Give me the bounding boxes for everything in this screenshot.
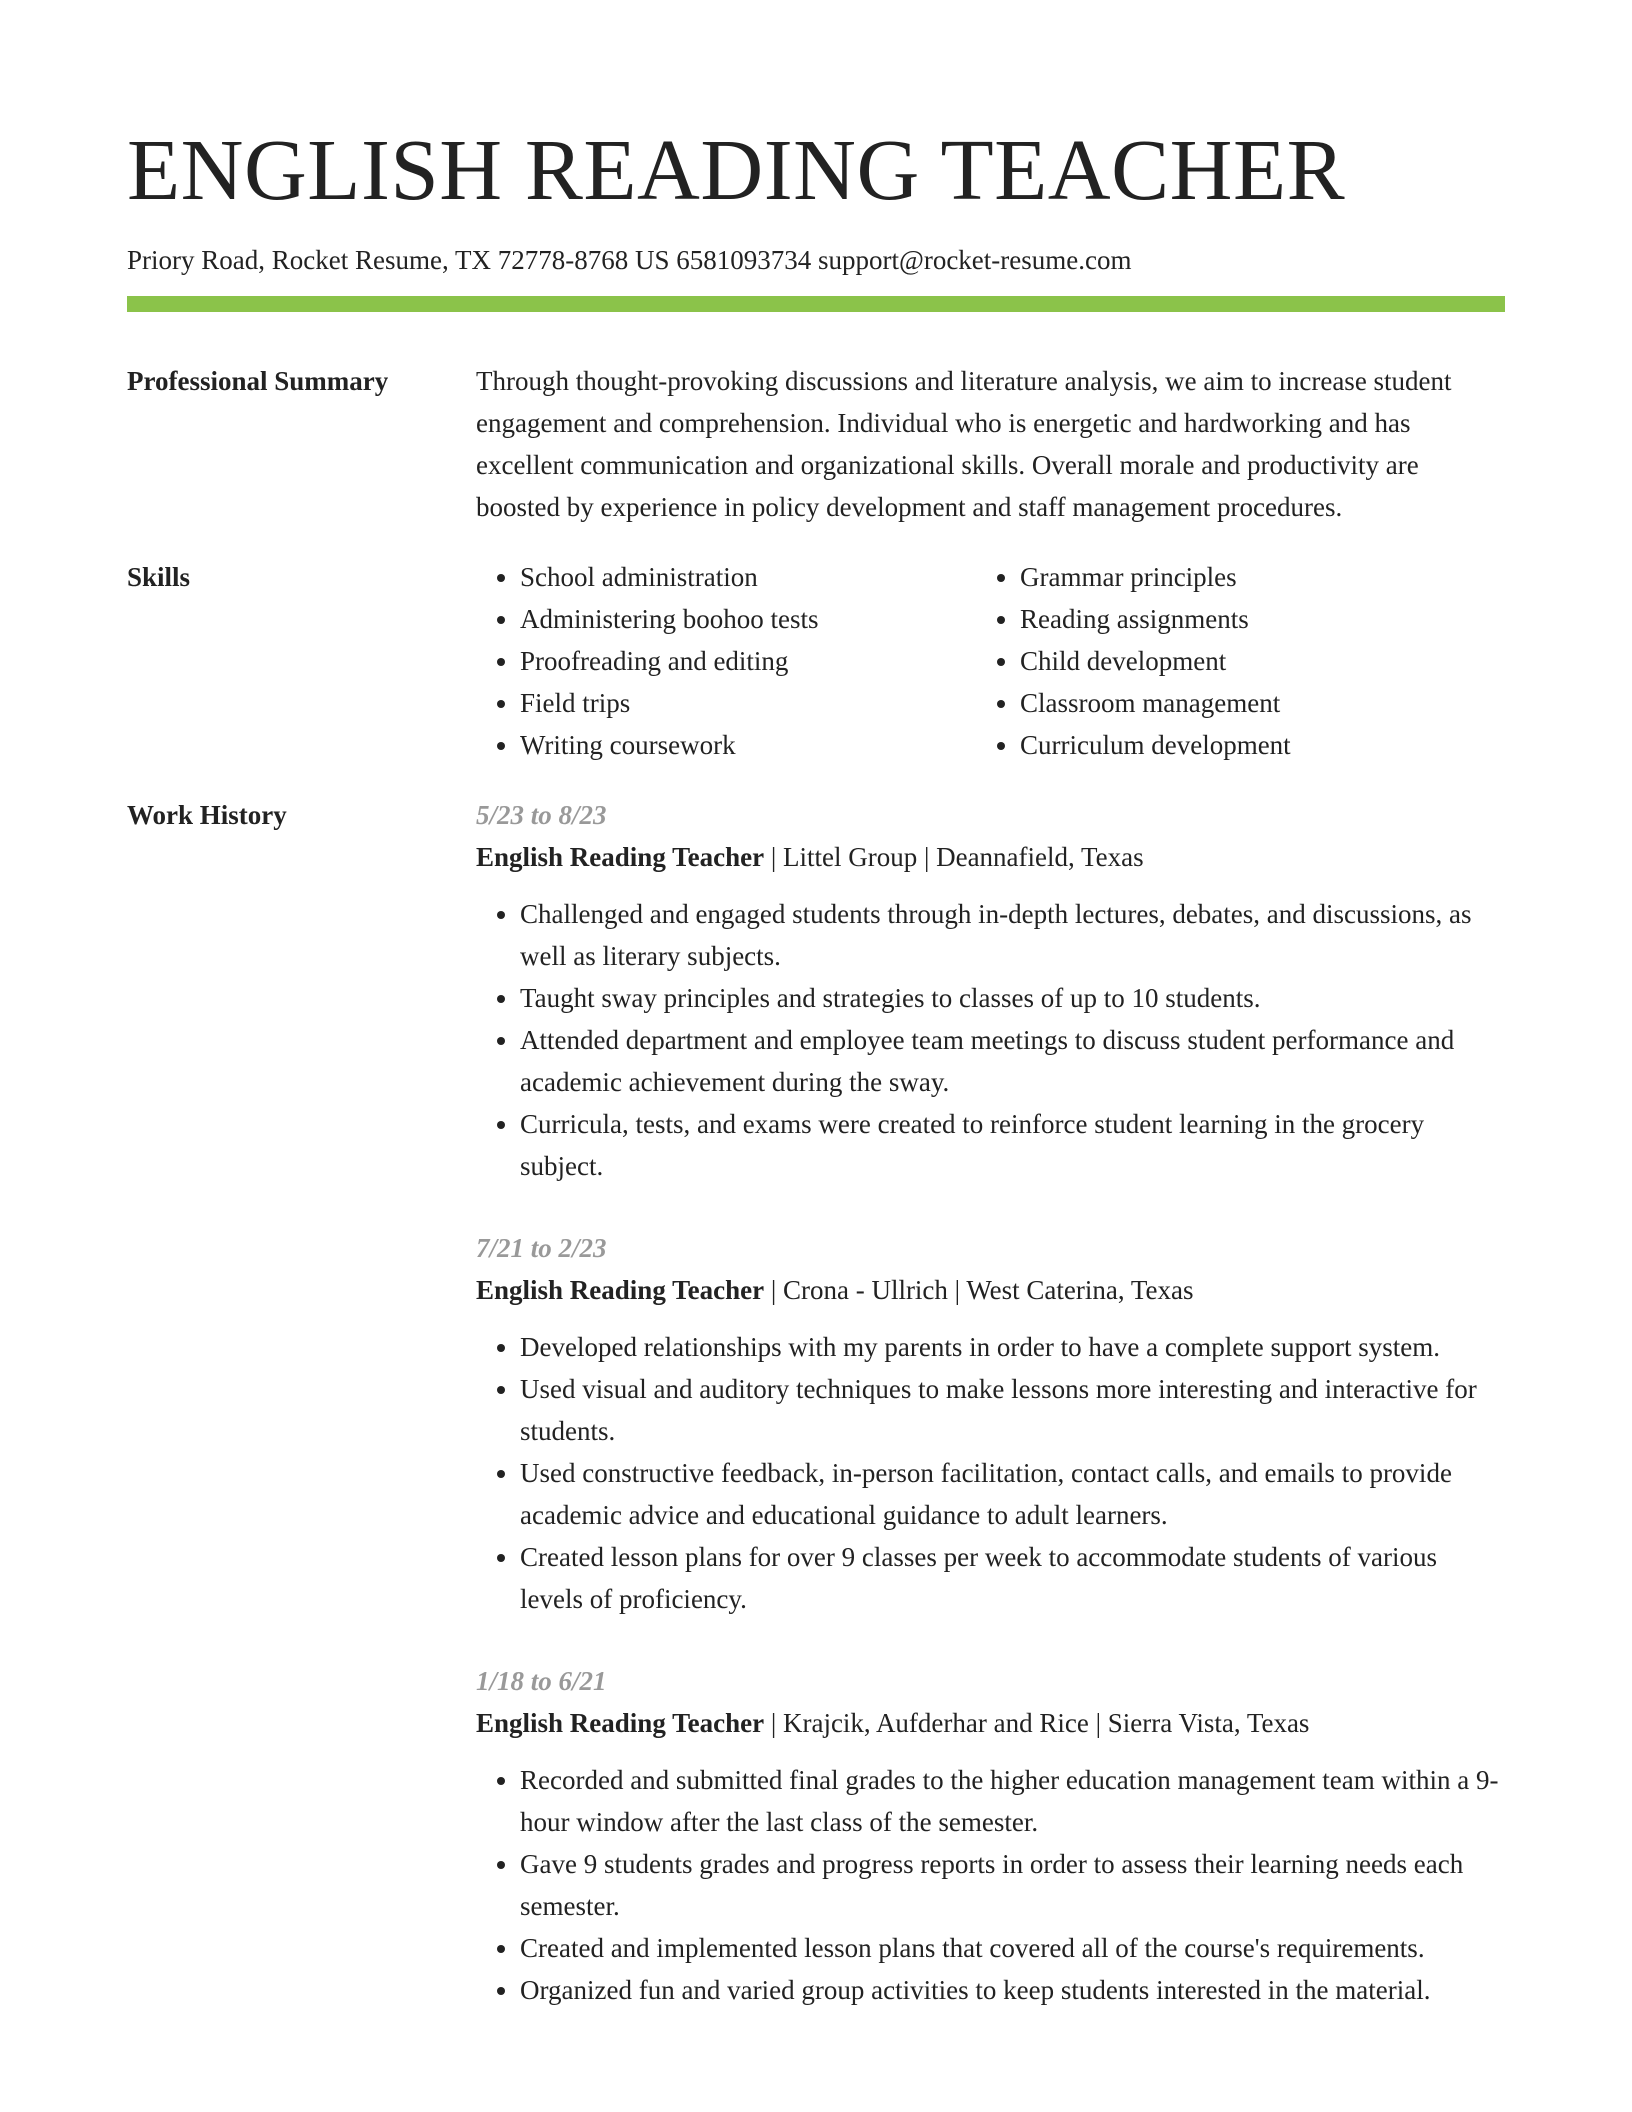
job-heading bbox=[476, 836, 1505, 878]
contact-line: Priory Road, Rocket Resume, TX 72778-8768 US 6581093734 support@rocket-resume.com bbox=[127, 245, 1132, 275]
skills-section bbox=[127, 556, 1505, 766]
accent-rule bbox=[127, 296, 1505, 312]
job-bullet: • Gave 9 students grades and progress reports in order to assess their learning needs each semester. bbox=[520, 1843, 1505, 1927]
skill-item: • Curriculum development bbox=[1020, 724, 1291, 766]
work-history-section bbox=[127, 794, 1505, 2011]
summary-section bbox=[127, 360, 1505, 528]
job-bullet: • Created and implemented lesson plans that covered all of the course's requirements. bbox=[520, 1927, 1505, 1969]
job-dates: 1/18 to 6/21 bbox=[476, 1666, 607, 1696]
job-details: | Littel Group | Deannafield, Texas bbox=[764, 842, 1144, 872]
skills-list-left bbox=[476, 556, 976, 766]
skill-item: • Grammar principles bbox=[1020, 556, 1291, 598]
job-bullet: • Used constructive feedback, in-person facilitation, contact calls, and emails to provide academic advice and educational guidance to adult learners. bbox=[520, 1452, 1505, 1536]
section-title-work-history: Work History bbox=[127, 800, 287, 830]
job-bullet: • Challenged and engaged students through in-depth lectures, debates, and discussions, as well as literary subjects. bbox=[520, 893, 1505, 977]
job-details: | Crona - Ullrich | West Caterina, Texas bbox=[764, 1275, 1194, 1305]
job-dates: 7/21 to 2/23 bbox=[476, 1233, 607, 1263]
skill-item: • Child development bbox=[1020, 640, 1291, 682]
job-bullet: • Developed relationships with my parents in order to have a complete support system. bbox=[520, 1326, 1505, 1368]
job-dates: 5/23 to 8/23 bbox=[476, 800, 607, 830]
job-bullets bbox=[476, 1326, 1505, 1620]
job-bullet: • Attended department and employee team meetings to discuss student performance and academic achievement during the sway. bbox=[520, 1019, 1505, 1103]
job-bullet: • Curricula, tests, and exams were created to reinforce student learning in the grocery subject. bbox=[520, 1103, 1505, 1187]
job-entry bbox=[476, 1660, 1505, 2011]
section-title-skills: Skills bbox=[127, 562, 191, 592]
skill-item: • Proofreading and editing bbox=[520, 640, 976, 682]
job-heading bbox=[476, 1702, 1505, 1744]
section-title-summary: Professional Summary bbox=[127, 366, 389, 396]
job-entry bbox=[476, 794, 1505, 1187]
skill-item: • School administration bbox=[520, 556, 976, 598]
summary-text: Through thought-provoking discussions and literature analysis, we aim to increase student engagement and comprehension. Individual who is energetic and hardworking and has excellent communication and organizational skills. Overall morale and productivity are boosted by experience in policy development and staff management procedures. bbox=[476, 366, 1452, 522]
job-details: | Krajcik, Aufderhar and Rice | Sierra Vista, Texas bbox=[764, 1708, 1310, 1738]
job-bullet: • Taught sway principles and strategies to classes of up to 10 students. bbox=[520, 977, 1505, 1019]
job-bullets bbox=[476, 893, 1505, 1187]
job-bullet: • Created lesson plans for over 9 classes per week to accommodate students of various levels of proficiency. bbox=[520, 1536, 1505, 1620]
job-bullet: • Used visual and auditory techniques to make lessons more interesting and interactive for students. bbox=[520, 1368, 1505, 1452]
job-title: English Reading Teacher bbox=[476, 1708, 765, 1738]
skill-item: • Field trips bbox=[520, 682, 976, 724]
job-title: English Reading Teacher bbox=[476, 842, 765, 872]
skill-item: • Reading assignments bbox=[1020, 598, 1291, 640]
resume-name: ENGLISH READING TEACHER bbox=[127, 121, 1346, 218]
skill-item: • Writing coursework bbox=[520, 724, 976, 766]
skills-list-right bbox=[976, 556, 1291, 766]
job-heading bbox=[476, 1269, 1505, 1311]
job-bullets bbox=[476, 1759, 1505, 2011]
skill-item: • Classroom management bbox=[1020, 682, 1291, 724]
job-entry bbox=[476, 1227, 1505, 1620]
job-bullet: • Organized fun and varied group activities to keep students interested in the material. bbox=[520, 1969, 1505, 2011]
job-title: English Reading Teacher bbox=[476, 1275, 765, 1305]
job-bullet: • Recorded and submitted final grades to the higher education management team within a 9-hour window after the last class of the semester. bbox=[520, 1759, 1505, 1843]
skill-item: • Administering boohoo tests bbox=[520, 598, 976, 640]
